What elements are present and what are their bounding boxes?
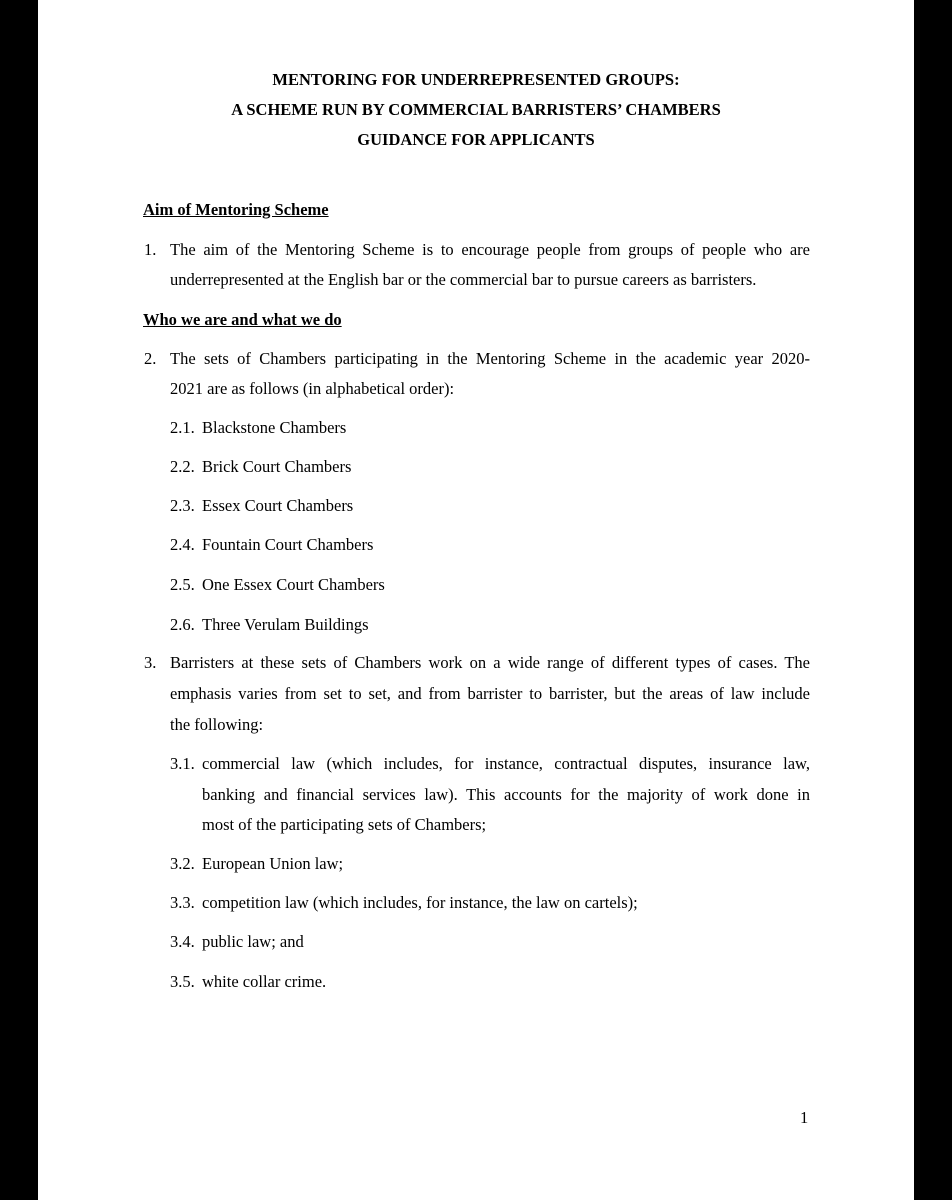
list-item-text: public law; and [202, 932, 304, 951]
list-item-number: 3.3. [170, 893, 195, 912]
list-item-text: Brick Court Chambers [202, 457, 352, 476]
document-page [38, 0, 914, 1200]
paragraph-number-2: 2. [144, 349, 157, 368]
paragraph-2-line-2: 2021 are as follows (in alphabetical order): [170, 379, 455, 398]
title-line-2: A SCHEME RUN BY COMMERCIAL BARRISTERS’ CHAMBERS [231, 100, 721, 119]
list-item-number: 3.5. [170, 972, 195, 991]
paragraph-1-line-1: The aim of the Mentoring Scheme is to encourage people from groups of people who are [170, 240, 810, 259]
paragraph-3-line-1: Barristers at these sets of Chambers work on a wide range of different types of cases. The [170, 653, 810, 672]
section-heading-who: Who we are and what we do [143, 310, 342, 329]
list-item-number: 2.4. [170, 535, 195, 554]
paragraph-1-line-2: underrepresented at the English bar or the commercial bar to pursue careers as barristers. [170, 270, 757, 289]
list-item-text: Blackstone Chambers [202, 418, 347, 437]
page-number: 1 [800, 1108, 809, 1127]
list-item-number: 3.4. [170, 932, 195, 951]
list-item-3-1-line-2: banking and financial services law). This accounts for the majority of work done in [202, 785, 810, 804]
list-item-3-1-line-1: commercial law (which includes, for instance, contractual disputes, insurance law, [202, 754, 810, 773]
paragraph-number-3: 3. [144, 653, 157, 672]
title-line-3: GUIDANCE FOR APPLICANTS [357, 130, 595, 149]
paragraph-number-1: 1. [144, 240, 157, 259]
list-item-3-1-line-3: most of the participating sets of Chambers; [202, 815, 487, 834]
paragraph-3-line-2: emphasis varies from set to set, and from barrister to barrister, but the areas of law include [170, 684, 810, 703]
list-item-text: Fountain Court Chambers [202, 535, 374, 554]
title-line-1: MENTORING FOR UNDERREPRESENTED GROUPS: [272, 70, 680, 89]
section-heading-aim: Aim of Mentoring Scheme [143, 200, 329, 219]
list-item-number: 2.2. [170, 457, 195, 476]
list-item-number: 3.1. [170, 754, 195, 773]
list-item-number: 2.5. [170, 575, 195, 594]
list-item-number: 2.6. [170, 615, 195, 634]
list-item-text: Three Verulam Buildings [202, 615, 369, 634]
list-item-text: white collar crime. [202, 972, 327, 991]
list-item-text: European Union law; [202, 854, 344, 873]
list-item-number: 3.2. [170, 854, 195, 873]
list-item-number: 2.3. [170, 496, 195, 515]
list-item-number: 2.1. [170, 418, 195, 437]
paragraph-3-line-3: the following: [170, 715, 264, 734]
list-item-text: One Essex Court Chambers [202, 575, 385, 594]
paragraph-2-line-1: The sets of Chambers participating in the Mentoring Scheme in the academic year 2020- [170, 349, 810, 368]
list-item-text: Essex Court Chambers [202, 496, 354, 515]
list-item-text: competition law (which includes, for instance, the law on cartels); [202, 893, 638, 912]
